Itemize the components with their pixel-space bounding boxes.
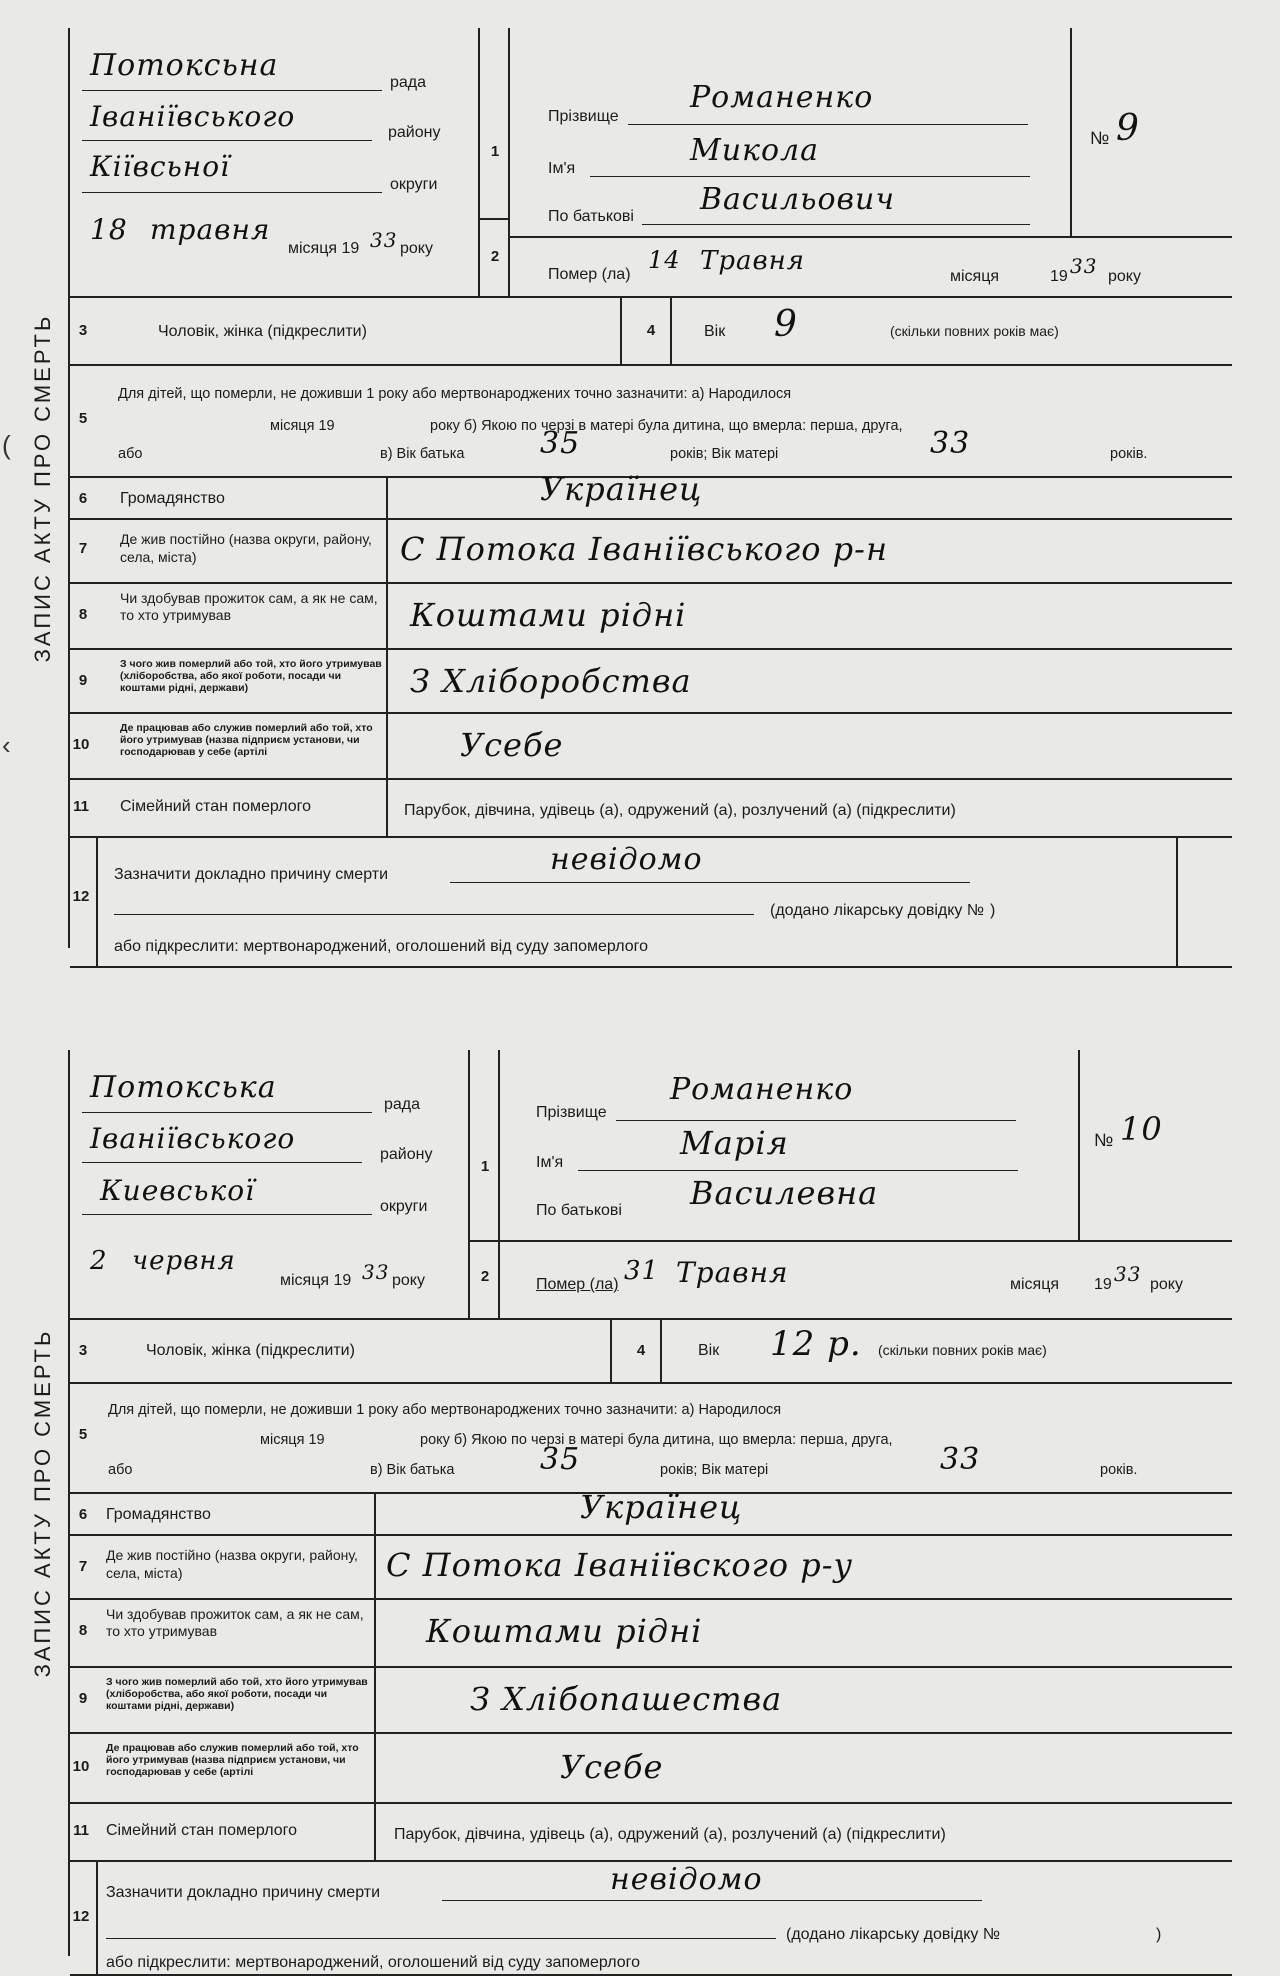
- row-number-9: 9: [78, 672, 88, 689]
- livelihood-label: Чи здобував прожиток сам, а як не сам, то хто утримував: [120, 590, 378, 623]
- row-6-citizenship: [70, 470, 1232, 520]
- row-9-source: [70, 650, 1232, 714]
- children-line-3d: років.: [1110, 446, 1148, 462]
- source-label: З чого жив померлий або той, хто його утримував (хліборобства, або якої роботи, посади чи коштами рідні, держави): [120, 658, 382, 694]
- rada-value: Потокська: [90, 1070, 277, 1105]
- rada-label: рада: [384, 1096, 421, 1113]
- row-number-7: 7: [78, 1558, 88, 1575]
- row-number-2: 2: [480, 1268, 490, 1285]
- children-line-2b: року б) Якою по черзі в матері була дитина, що вмерла: перша, друга,: [420, 1432, 893, 1448]
- row-8-livelihood: [70, 1600, 1232, 1668]
- gender-label: Чоловік, жінка (підкреслити): [158, 323, 367, 340]
- record-number-box: [1078, 1050, 1204, 1242]
- reg-day-value: 2: [90, 1246, 108, 1276]
- death-day-value: 14: [648, 246, 681, 274]
- source-value: З Хліборобства: [410, 662, 692, 700]
- surname-label: Прізвище: [548, 108, 619, 125]
- children-line-3a: або: [108, 1462, 133, 1478]
- patronymic-value: Василевна: [690, 1174, 879, 1212]
- age-note: (скільки повних років має): [878, 1342, 1047, 1358]
- registration-block: [70, 1050, 470, 1318]
- row-number-10: 10: [72, 736, 90, 753]
- record-sidebar: [18, 1050, 70, 1956]
- row-number-12: 12: [72, 888, 90, 905]
- row-number-10: 10: [72, 1758, 90, 1775]
- livelihood-label: Чи здобував прожиток сам, а як не сам, то хто утримував: [106, 1606, 364, 1639]
- death-label: Помер (ла): [548, 266, 631, 283]
- row-number-8: 8: [78, 1622, 88, 1639]
- cause-value: невідомо: [610, 1862, 763, 1897]
- citizenship-label: Громадянство: [120, 490, 225, 507]
- children-line-1: Для дітей, що померли, не доживши 1 року або мертвонароджених точно зазначити: а) Народилося: [118, 386, 792, 402]
- name-label: Ім'я: [548, 160, 576, 177]
- death-month-label: місяця: [1010, 1276, 1060, 1293]
- row-number-7: 7: [78, 540, 88, 557]
- sidebar-title: ЗАПИС АКТУ ПРО СМЕРТЬ: [30, 313, 55, 663]
- row-number-4: 4: [636, 1342, 646, 1359]
- name-label: Ім'я: [536, 1154, 564, 1171]
- record-sidebar: [18, 28, 70, 948]
- row-12-cause: 12 Зазначити докладно причину смерти невідомо (додано лікарську довідку № ) або підкреслити: мертвонароджений, оголошений від суду запомерлого: [70, 838, 1232, 968]
- row-number-6: 6: [78, 490, 88, 507]
- reg-year-label: року: [392, 1272, 425, 1289]
- row-number-11: 11: [73, 798, 89, 815]
- row-10-workplace: [70, 714, 1232, 780]
- surname-value: Романенко: [670, 1072, 854, 1107]
- children-line-1: Для дітей, що померли, не доживши 1 року або мертвонароджених точно зазначити: а) Народилося: [108, 1402, 782, 1418]
- death-label: Помер (ла): [536, 1276, 619, 1293]
- residence-value: С Потока Іваніївского р-у: [386, 1546, 854, 1584]
- death-day-value: 31: [624, 1256, 660, 1286]
- cause-value: невідомо: [550, 842, 703, 877]
- marital-label: Сімейний стан померлого: [106, 1822, 298, 1839]
- children-line-2b: року б) Якою по черзі в матері була дитина, що вмерла: перша, друга,: [430, 418, 903, 434]
- death-year-label: року: [1108, 268, 1141, 285]
- marital-label: Сімейний стан померлого: [120, 798, 312, 815]
- reg-month-label: місяця 19: [288, 240, 360, 257]
- row-11-marital: [70, 1804, 1232, 1862]
- record-number-value: 10: [1120, 1110, 1163, 1148]
- record-number-box: [1070, 28, 1204, 238]
- livelihood-value: Коштами рідні: [410, 596, 687, 634]
- certificate-label: (додано лікарську довідку №: [786, 1926, 1001, 1943]
- mother-age-value: 33: [930, 426, 971, 461]
- children-line-3a: або: [118, 446, 143, 462]
- row-number-5: 5: [78, 410, 88, 427]
- row-number-9: 9: [78, 1690, 88, 1707]
- death-month-label: місяця: [950, 268, 1000, 285]
- row-number-2: 2: [490, 248, 500, 265]
- record-form: [70, 1050, 1232, 1971]
- marital-options: Парубок, дівчина, удівець (а), одружений (а), розлучений (а) (підкреслити): [404, 802, 956, 819]
- row-number-3: 3: [78, 322, 88, 339]
- citizenship-value: Українец: [540, 470, 703, 508]
- surname-value: Романенко: [690, 80, 874, 115]
- death-month-value: Травня: [700, 246, 805, 276]
- row-9-source: [70, 1668, 1232, 1734]
- reg-year-label: року: [400, 240, 433, 257]
- row-number-1: 1: [490, 143, 500, 160]
- marital-options: Парубок, дівчина, удівець (а), одружений (а), розлучений (а) (підкреслити): [394, 1826, 946, 1843]
- reg-year-value: 33: [370, 228, 398, 252]
- okruha-label: округи: [390, 176, 438, 193]
- children-line-3c: років; Вік матері: [670, 446, 779, 462]
- stillborn-note: або підкреслити: мертвонароджений, оголошений від суду запомерлого: [106, 1954, 641, 1971]
- cause-label: Зазначити докладно причину смерти: [106, 1884, 381, 1901]
- gender-label: Чоловік, жінка (підкреслити): [146, 1342, 355, 1359]
- death-record-2: [0, 1030, 1280, 1971]
- row-5-children: [70, 1384, 1232, 1494]
- reg-month-label: місяця 19: [280, 1272, 352, 1289]
- header-row: [70, 1050, 1232, 1320]
- row-number-12: 12: [72, 1908, 90, 1925]
- stillborn-note: або підкреслити: мертвонароджений, оголошений від суду запомерлого: [114, 938, 649, 955]
- rada-label: рада: [390, 74, 427, 91]
- age-note: (скільки повних років має): [890, 323, 1059, 339]
- age-label: Вік: [704, 323, 726, 340]
- children-line-3d: років.: [1100, 1462, 1138, 1478]
- residence-label: Де жив постійно (назва округи, району, села, міста): [120, 531, 372, 565]
- cause-label: Зазначити докладно причину смерти: [114, 866, 389, 883]
- row-number-3: 3: [78, 1342, 88, 1359]
- sidebar-title: ЗАПИС АКТУ ПРО СМЕРТЬ: [30, 1328, 55, 1678]
- source-value: З Хлібопашества: [470, 1680, 783, 1718]
- okruha-value: Киевської: [100, 1174, 256, 1207]
- father-age-value: 35: [540, 1442, 581, 1477]
- row-10-workplace: [70, 1734, 1232, 1804]
- workplace-label: Де працював або служив померлий або той, хто його утримував (назва підприєм установи, чи господарював у себе (артілі: [120, 722, 373, 758]
- residence-label: Де жив постійно (назва округи, району, села, міста): [106, 1547, 358, 1581]
- death-record-1: [0, 8, 1280, 955]
- age-value: 12 р.: [770, 1324, 862, 1364]
- rada-value: Потоксьна: [90, 48, 279, 83]
- rayon-label: району: [380, 1146, 433, 1163]
- row-12-cause: 12 Зазначити докладно причину смерти невідомо (додано лікарську довідку № ) або підкреслити: мертвонароджений, оголошений від суду запомерлого: [70, 1862, 1232, 1976]
- children-line-2a: місяця 19: [260, 1432, 325, 1448]
- residence-value: С Потока Іваніївського р-н: [400, 530, 889, 568]
- mother-age-value: 33: [940, 1442, 981, 1477]
- workplace-value: Усебе: [560, 1748, 664, 1786]
- row-3-4: [70, 1320, 1232, 1384]
- death-month-value: Травня: [676, 1256, 789, 1289]
- okruha-value: Кіївсьної: [90, 150, 231, 183]
- reg-year-value: 33: [362, 1260, 390, 1284]
- person-block: Прізвище Романенко Ім'я Микола По батькові Васильович Помер (ла) 14 Травня місяця 19 33 року № 9: [510, 28, 1232, 296]
- death-year-value: 33: [1070, 254, 1098, 278]
- rayon-label: району: [388, 124, 441, 141]
- row-7-residence: [70, 1536, 1232, 1600]
- number-sign: №: [1094, 1130, 1114, 1150]
- patronymic-label: По батькові: [536, 1202, 622, 1219]
- workplace-value: Усебе: [460, 726, 564, 764]
- row-number-11: 11: [73, 1822, 89, 1839]
- row-number-8: 8: [78, 606, 88, 623]
- row-3-4: [70, 298, 1232, 366]
- death-year-value: 33: [1114, 1262, 1142, 1286]
- margin-mark: (: [2, 430, 11, 460]
- okruha-label: округи: [380, 1198, 428, 1215]
- person-block: Прізвище Романенко Ім'я Марія По батькові Василевна Помер (ла) 31 Травня місяця 19 33 року № 10: [500, 1050, 1232, 1318]
- rayon-value: Іваніївського: [90, 1122, 296, 1155]
- record-form: [70, 28, 1232, 955]
- row-7-residence: [70, 520, 1232, 584]
- rayon-value: Іваніївського: [90, 100, 296, 133]
- row-5-children: [70, 366, 1232, 478]
- age-value: 9: [774, 304, 798, 345]
- livelihood-value: Коштами рідні: [426, 1612, 703, 1650]
- name-value: Марія: [680, 1124, 789, 1162]
- registration-block: [70, 28, 480, 296]
- children-line-3c: років; Вік матері: [660, 1462, 769, 1478]
- workplace-label: Де працював або служив померлий або той, хто його утримував (назва підприєм установи, чи господарював у себе (артілі: [106, 1742, 359, 1778]
- row-number-1: 1: [480, 1158, 490, 1175]
- citizenship-value: Українец: [580, 1488, 743, 1526]
- children-line-2a: місяця 19: [270, 418, 335, 434]
- patronymic-label: По батькові: [548, 208, 634, 225]
- patronymic-value: Васильович: [700, 182, 895, 217]
- source-label: З чого жив померлий або той, хто його утримував (хліборобства, або якої роботи, посади чи коштами рідні, держави): [106, 1676, 368, 1712]
- death-year-label: року: [1150, 1276, 1183, 1293]
- children-line-3b: в) Вік батька: [370, 1462, 455, 1478]
- record-number-value: 9: [1116, 108, 1140, 149]
- row-6-citizenship: [70, 1488, 1232, 1536]
- row-11-marital: [70, 780, 1232, 838]
- row-number-5: 5: [78, 1426, 88, 1443]
- reg-month-value: червня: [132, 1246, 236, 1276]
- number-sign: №: [1090, 128, 1110, 148]
- citizenship-label: Громадянство: [106, 1506, 211, 1523]
- surname-label: Прізвище: [536, 1104, 607, 1121]
- margin-mark: ‹: [2, 730, 11, 760]
- row-number-6: 6: [78, 1506, 88, 1523]
- children-line-3b: в) Вік батька: [380, 446, 465, 462]
- name-value: Микола: [690, 133, 820, 168]
- row-number-4: 4: [646, 322, 656, 339]
- reg-day-value: 18: [90, 213, 128, 246]
- reg-month-value: травня: [150, 213, 271, 246]
- header-row: [70, 28, 1232, 298]
- certificate-label: (додано лікарську довідку №: [770, 902, 985, 919]
- age-label: Вік: [698, 1342, 720, 1359]
- father-age-value: 35: [540, 426, 581, 461]
- row-8-livelihood: [70, 584, 1232, 650]
